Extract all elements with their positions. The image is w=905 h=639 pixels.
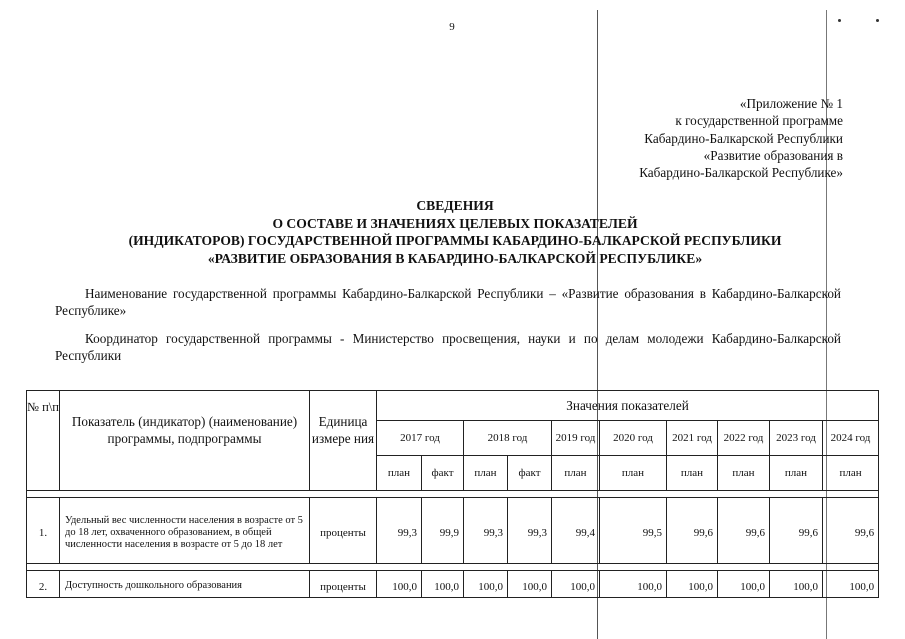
table-row xyxy=(27,571,879,598)
appendix-note xyxy=(563,95,843,181)
header-plan: план xyxy=(667,456,718,491)
row-value: 99,6 xyxy=(770,498,823,564)
scan-speck xyxy=(838,19,841,22)
title-line: О СОСТАВЕ И ЗНАЧЕНИЯХ ЦЕЛЕВЫХ ПОКАЗАТЕЛЕЙ xyxy=(272,215,638,231)
row-value: 99,6 xyxy=(718,498,770,564)
header-plan: план xyxy=(823,456,879,491)
row-value: 99,6 xyxy=(667,498,718,564)
row-unit: проценты xyxy=(310,571,377,598)
row-value: 99,3 xyxy=(464,498,508,564)
header-plan: план xyxy=(770,456,823,491)
table-spacer xyxy=(27,564,879,571)
header-year: 2019 год xyxy=(552,421,600,456)
header-year: 2017 год xyxy=(377,421,464,456)
row-value: 100,0 xyxy=(600,571,667,598)
document-title xyxy=(40,197,870,267)
row-value: 100,0 xyxy=(718,571,770,598)
row-value: 100,0 xyxy=(552,571,600,598)
header-plan: план xyxy=(552,456,600,491)
row-value: 99,4 xyxy=(552,498,600,564)
header-plan: план xyxy=(600,456,667,491)
header-year: 2018 год xyxy=(464,421,552,456)
appendix-line: «Приложение № 1 xyxy=(739,96,843,111)
scan-speck xyxy=(876,19,879,22)
header-indicator: Показатель (индикатор) (наименование) программы, подпрограммы xyxy=(60,391,310,491)
row-value: 100,0 xyxy=(422,571,464,598)
row-value: 99,5 xyxy=(600,498,667,564)
row-value: 100,0 xyxy=(464,571,508,598)
page-number: 9 xyxy=(449,21,455,33)
row-number: 1. xyxy=(27,498,60,564)
row-number: 2. xyxy=(27,571,60,598)
title-line: (ИНДИКАТОРОВ) ГОСУДАРСТВЕННОЙ ПРОГРАММЫ КАБАРДИНО-БАЛКАРСКОЙ РЕСПУБЛИКИ xyxy=(128,233,782,249)
header-number: № п\п xyxy=(27,391,60,491)
header-plan: план xyxy=(464,456,508,491)
header-plan: план xyxy=(377,456,422,491)
table-spacer xyxy=(27,491,879,498)
row-value: 100,0 xyxy=(377,571,422,598)
row-unit: проценты xyxy=(310,498,377,564)
header-year: 2024 год xyxy=(823,421,879,456)
appendix-line: Кабардино-Балкарской Республики xyxy=(644,130,843,146)
title-line: «РАЗВИТИЕ ОБРАЗОВАНИЯ В КАБАРДИНО-БАЛКАРСКОЙ РЕСПУБЛИКЕ» xyxy=(207,250,703,266)
appendix-line: Кабардино-Балкарской Республике» xyxy=(639,165,843,181)
row-indicator: Удельный вес численности населения в возрасте от 5 до 18 лет, охваченного образованием, в общей численности населения в возрасте от 5 до 18 лет xyxy=(60,498,310,564)
indicators-table xyxy=(26,390,879,598)
row-value: 99,3 xyxy=(377,498,422,564)
row-value: 99,3 xyxy=(508,498,552,564)
header-fact: факт xyxy=(422,456,464,491)
header-fact: факт xyxy=(508,456,552,491)
row-value: 100,0 xyxy=(508,571,552,598)
row-value: 100,0 xyxy=(823,571,879,598)
header-year: 2022 год xyxy=(718,421,770,456)
row-value: 99,9 xyxy=(422,498,464,564)
header-plan: план xyxy=(718,456,770,491)
header-unit: Единица измере ния xyxy=(310,391,377,491)
row-value: 99,6 xyxy=(823,498,879,564)
header-year: 2021 год xyxy=(667,421,718,456)
header-year: 2023 год xyxy=(770,421,823,456)
appendix-line: «Развитие образования в xyxy=(703,147,843,163)
header-year: 2020 год xyxy=(600,421,667,456)
row-value: 100,0 xyxy=(770,571,823,598)
title-line: СВЕДЕНИЯ xyxy=(416,198,494,213)
coordinator-paragraph: Координатор государственной программы - Министерство просвещения, науки и по делам молодежи Кабардино-Балкарской Республики xyxy=(55,331,841,363)
header-values-group: Значения показателей xyxy=(377,391,879,421)
row-value: 100,0 xyxy=(667,571,718,598)
appendix-line: к государственной программе xyxy=(675,113,843,129)
row-indicator: Доступность дошкольного образования xyxy=(60,571,310,598)
program-name-paragraph: Наименование государственной программы Кабардино-Балкарской Республики – «Развитие образования в Кабардино-Балкарской Республике» xyxy=(55,286,841,318)
table-row xyxy=(27,498,879,564)
